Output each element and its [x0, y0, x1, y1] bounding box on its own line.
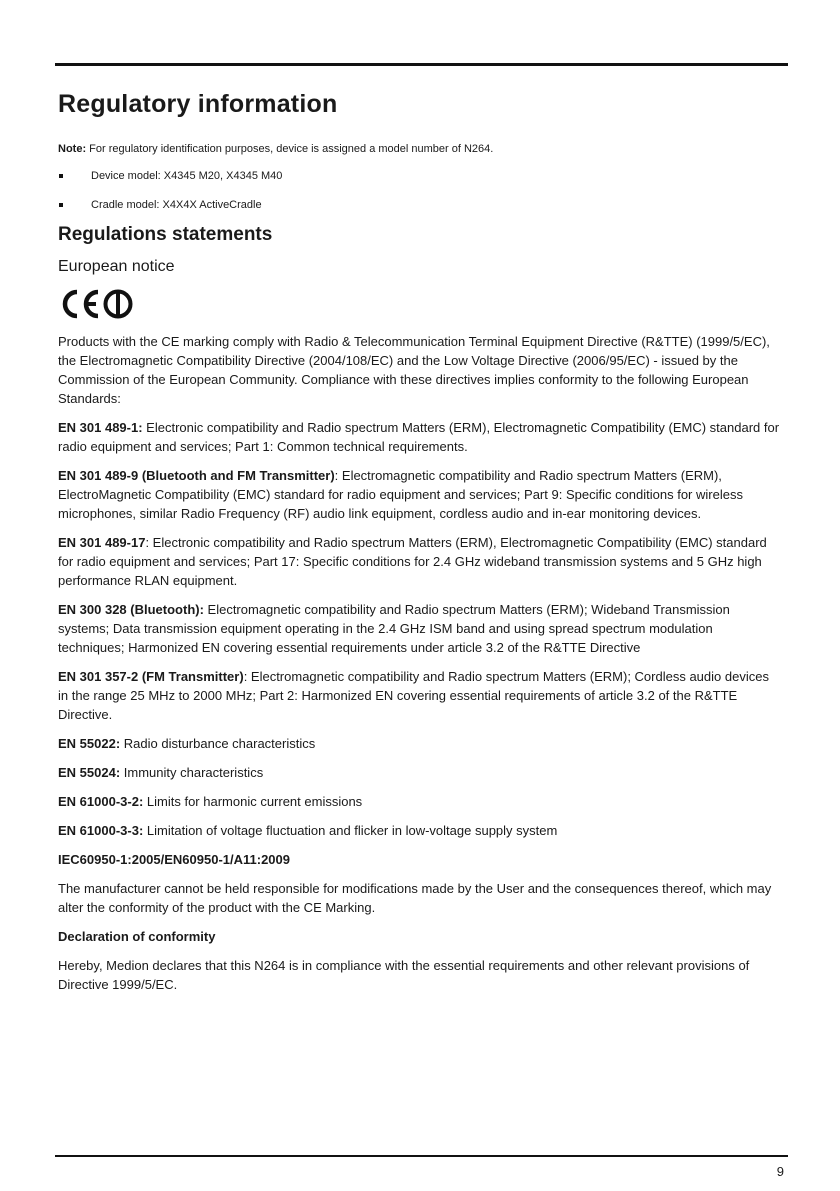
standard-item: EN 55024: Immunity characteristics — [58, 765, 264, 780]
note — [58, 141, 780, 157]
list-item: Device model: X4345 M20, X4345 M40 — [58, 168, 780, 184]
standard-item: EN 301 489-1: Electronic compatibility and Radio spectrum Matters (ERM), Electromagnetic Compatibility (EMC) standard for radio equipment and services; Part 1: Common technical requirements. — [58, 420, 780, 454]
note-label: Note: — [58, 143, 87, 155]
standard-item: EN 55022: Radio disturbance characteristics — [58, 736, 316, 751]
model-list — [58, 168, 780, 213]
section-title: Regulations statements — [58, 224, 273, 245]
standard-item: EN 301 489-17: Electronic compatibility and Radio spectrum Matters (ERM), Electromagnetic Compatibility (EMC) standard for radio equipment and services; Part 17: Specific conditions for 2.4 GHz wideband transmission systems and 5 GHz high performance RLAN equipment. — [58, 535, 767, 588]
declaration-paragraph: Hereby, Medion declares that this N264 is in compliance with the essential requirements and other relevant provisions of Directive 1999/5/EC. — [58, 958, 750, 992]
top-rule — [55, 63, 788, 66]
standard-item: EN 300 328 (Bluetooth): Electromagnetic compatibility and Radio spectrum Matters (ERM); Wideband Transmission systems; Data transmission equipment operating in the 2.4 GHz ISM band and using spread spectrum modulation techniques; Harmonized EN covering essential requirements under article 3.2 of the R&TTE Directive — [58, 602, 730, 655]
bottom-rule — [55, 1155, 788, 1157]
page-title: Regulatory information — [58, 90, 338, 118]
ce-mark-logo — [58, 286, 780, 322]
standard-item: EN 301 489-9 (Bluetooth and FM Transmitter): Electromagnetic compatibility and Radio spectrum Matters (ERM), ElectroMagnetic Compatibility (EMC) standard for radio equipment and services; Part 9: Specific conditions for wireless microphones, similar Radio Frequency (RF) audio link equipment, cordless audio and in-ear monitoring devices. — [58, 468, 743, 521]
standard-item: EN 61000-3-2: Limits for harmonic current emissions — [58, 794, 363, 809]
list-item: Cradle model: X4X4X ActiveCradle — [58, 197, 780, 213]
standard-item: EN 301 357-2 (FM Transmitter): Electromagnetic compatibility and Radio spectrum Matters (ERM); Cordless audio devices in the range 25 MHz to 2000 MHz; Part 2: Harmonized EN covering essential requirements of article 3.2 of the R&TTE Directive. — [58, 669, 769, 722]
bullet-icon — [59, 174, 63, 178]
subsection-title: European notice — [58, 258, 175, 275]
ce-mark-icon — [58, 287, 134, 321]
declaration-title: Declaration of conformity — [58, 929, 216, 944]
note-text: For regulatory identification purposes, device is assigned a model number of N264. — [86, 143, 494, 155]
standard-item: EN 61000-3-3: Limitation of voltage fluctuation and flicker in low-voltage supply system — [58, 823, 558, 838]
page-number: 9 — [776, 1164, 784, 1179]
iec-standard: IEC60950-1:2005/EN60950-1/A11:2009 — [58, 852, 291, 867]
bullet-icon — [59, 203, 63, 207]
page-content — [58, 90, 780, 1004]
disclaimer-paragraph: The manufacturer cannot be held responsible for modifications made by the User and the consequences thereof, which may alter the conformity of the product with the CE Marking. — [58, 881, 772, 915]
intro-paragraph: Products with the CE marking comply with Radio & Telecommunication Terminal Equipment Directive (R&TTE) (1999/5/EC), the Electromagnetic Compatibility Directive (2004/108/EC) and the Low Voltage Directive (2006/95/EC) - issued by the Commission of the European Community. Compliance with these directives implies conformity to the following European Standards: — [58, 334, 770, 406]
